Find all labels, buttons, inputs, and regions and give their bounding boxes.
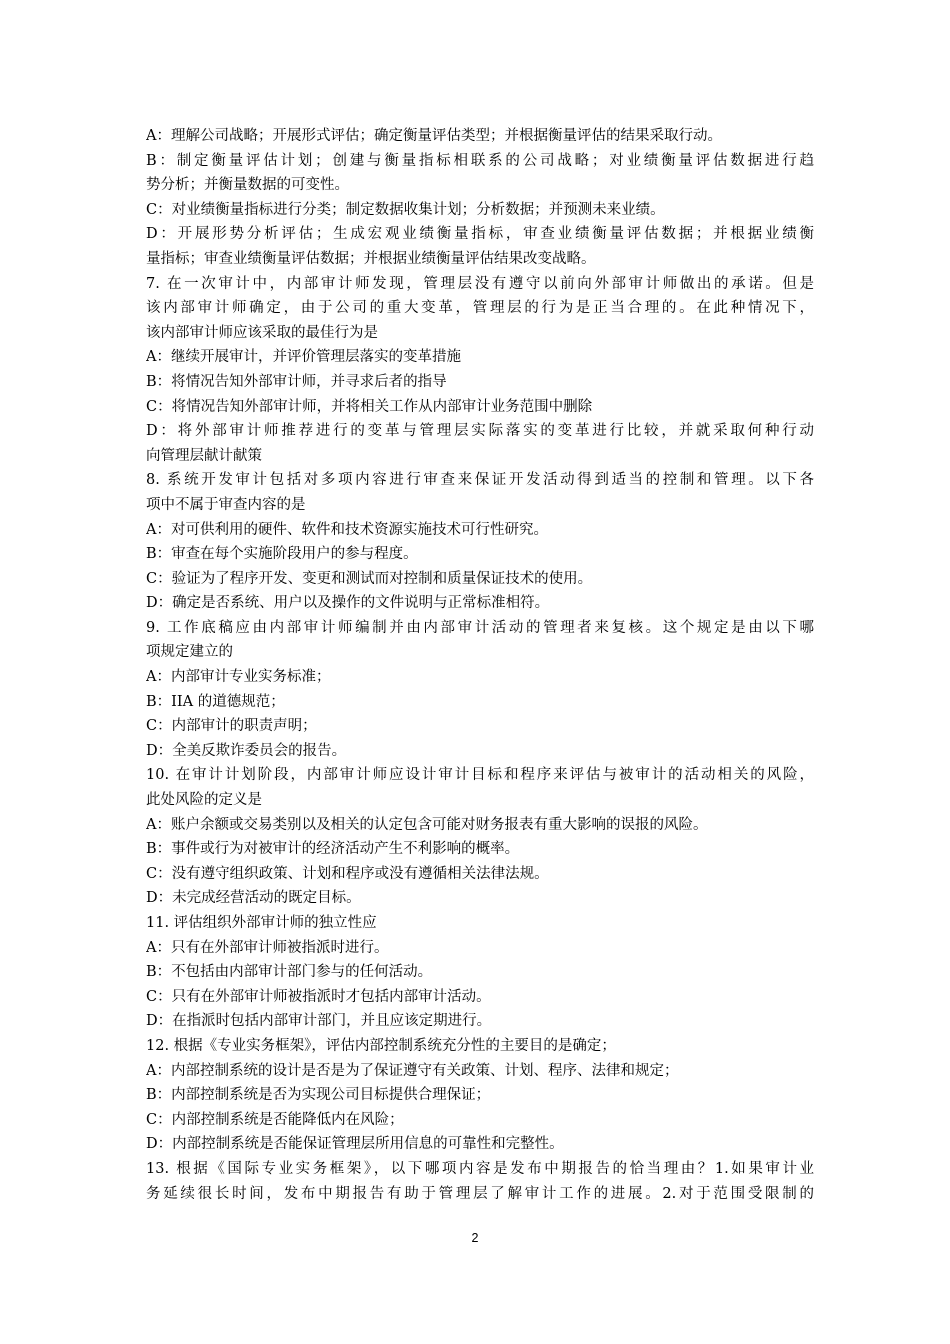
text-line: D：确定是否系统、用户以及操作的文件说明与正常标准相符。	[146, 595, 550, 612]
text-line: C：没有遵守组织政策、计划和程序或没有遵循相关法律法规。	[146, 865, 549, 882]
text-line: D：在指派时包括内部审计部门，并且应该定期进行。	[146, 1013, 492, 1030]
text-line: 该内部审计师确定，由于公司的重大变革，管理层的行为是正当合理的。在此种情况下，	[146, 300, 814, 317]
text-line: 7. 在一次审计中，内部审计师发现，管理层没有遵守以前向外部审计师做出的承诺。但是	[146, 275, 814, 292]
text-line: B：将情况告知外部审计师，并寻求后者的指导	[146, 373, 447, 390]
text-line: 向管理层献计献策	[146, 447, 262, 464]
text-line: 该内部审计师应该采取的最佳行为是	[146, 324, 378, 341]
text-line: D：内部控制系统是否能保证管理层所用信息的可靠性和完整性。	[146, 1136, 564, 1153]
text-line: 13. 根据《国际专业实务框架》，以下哪项内容是发布中期报告的恰当理由？1.如果审计业	[146, 1160, 814, 1177]
text-line: D：开展形势分析评估；生成宏观业绩衡量指标，审查业绩衡量评估数据；并根据业绩衡	[146, 226, 814, 243]
text-line: B：内部控制系统是否为实现公司目标提供合理保证；	[146, 1087, 491, 1104]
text-line: A：内部审计专业实务标准；	[146, 669, 331, 686]
text-line: B：审查在每个实施阶段用户的参与程度。	[146, 546, 418, 563]
text-line: 11. 评估组织外部审计师的独立性应	[146, 915, 377, 931]
text-line: C：内部控制系统是否能降低内在风险；	[146, 1111, 404, 1128]
text-line: A：理解公司战略；开展形式评估；确定衡量评估类型；并根据衡量评估的结果采取行动。	[146, 128, 722, 144]
text-line: C：只有在外部审计师被指派时才包括内部审计活动。	[146, 988, 491, 1005]
text-line: B：不包括由内部审计部门参与的任何活动。	[146, 964, 433, 981]
text-line: 量指标；审查业绩衡量评估数据；并根据业绩衡量评估结果改变战略。	[146, 250, 596, 267]
text-line: 12. 根据《专业实务框架》，评估内部控制系统充分性的主要目的是确定；	[146, 1037, 616, 1054]
text-line: D：未完成经营活动的既定目标。	[146, 890, 361, 907]
text-line: 9. 工作底稿应由内部审计师编制并由内部审计活动的管理者来复核。这个规定是由以下哪	[146, 619, 814, 636]
text-line: 10. 在审计计划阶段，内部审计师应设计审计目标和程序来评估与被审计的活动相关的风险，	[146, 767, 814, 784]
text-line: A：只有在外部审计师被指派时进行。	[146, 939, 389, 956]
text-line: 务延续很长时间，发布中期报告有助于管理层了解审计工作的进展。2.对于范围受限制的	[146, 1185, 814, 1202]
text-line: A：账户余额或交易类别以及相关的认定包含可能对财务报表有重大影响的误报的风险。	[146, 816, 708, 833]
text-line: A：内部控制系统的设计是否是为了保证遵守有关政策、计划、程序、法律和规定；	[146, 1062, 679, 1079]
text-line: C：对业绩衡量指标进行分类；制定数据收集计划；分析数据；并预测未来业绩。	[146, 201, 665, 218]
text-line: 此处风险的定义是	[146, 792, 262, 809]
text-line: 8. 系统开发审计包括对多项内容进行审查来保证开发活动得到适当的控制和管理。以下各	[146, 472, 814, 489]
text-line: C：将情况告知外部审计师，并将相关工作从内部审计业务范围中删除	[146, 398, 593, 415]
text-line: B：事件或行为对被审计的经济活动产生不利影响的概率。	[146, 841, 520, 858]
text-line: B：IIA 的道德规范；	[146, 693, 285, 710]
text-line: D：将外部审计师推荐进行的变革与管理层实际落实的变革进行比较，并就采取何种行动	[146, 423, 814, 440]
document-body	[146, 124, 814, 1206]
text-line: A：对可供利用的硬件、软件和技术资源实施技术可行性研究。	[146, 521, 548, 538]
text-line: C：验证为了程序开发、变更和测试而对控制和质量保证技术的使用。	[146, 570, 593, 587]
text-line: D：全美反欺诈委员会的报告。	[146, 742, 347, 759]
text-line: C：内部审计的职责声明；	[146, 718, 317, 735]
page-number: 2	[471, 1231, 479, 1245]
text-line: B：制定衡量评估计划；创建与衡量指标相联系的公司战略；对业绩衡量评估数据进行趋	[146, 152, 814, 169]
text-line: A：继续开展审计，并评价管理层落实的变革措施	[146, 349, 461, 366]
text-line: 项规定建立的	[146, 644, 233, 661]
text-line: 势分析；并衡量数据的可变性。	[146, 177, 349, 194]
text-line: 项中不属于审查内容的是	[146, 496, 306, 513]
